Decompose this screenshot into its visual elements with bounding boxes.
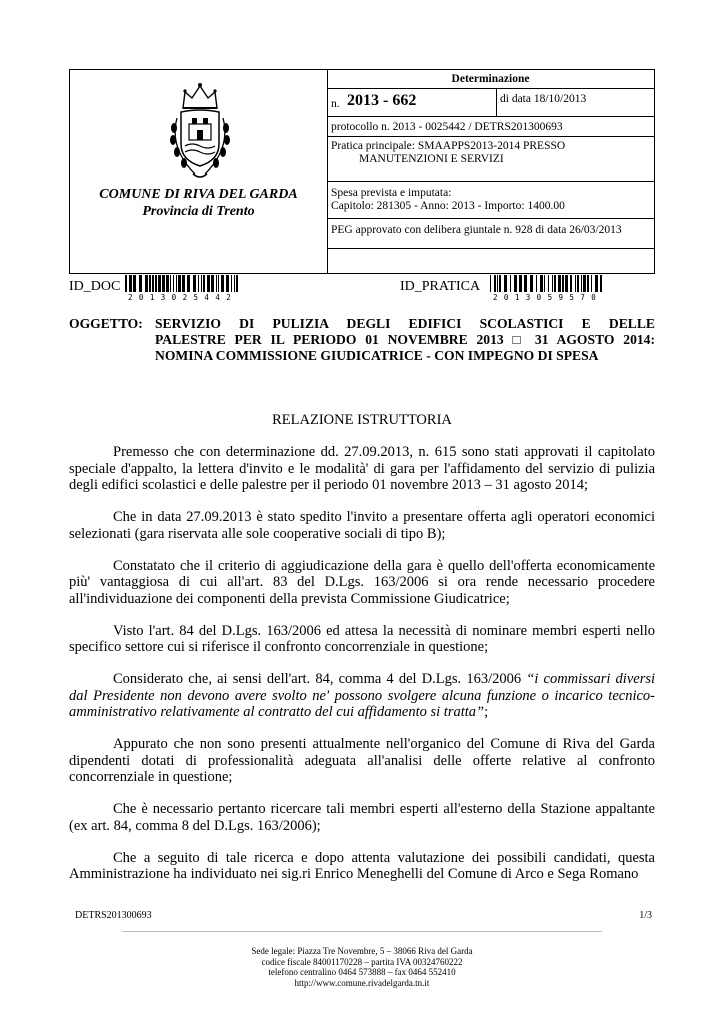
barcode-bar (494, 275, 496, 292)
barcode-bar (139, 275, 142, 292)
paragraph: Che in data 27.09.2013 è stato spedito l'invito a presentare offerta agli operatori economici selezionati (gara riservata alle sole cooperative sociali di tipo B); (69, 509, 655, 542)
barcode-bar (193, 275, 196, 292)
paragraph-citation (69, 671, 655, 721)
barcode-bar (530, 275, 533, 292)
barcode-bar (581, 275, 582, 292)
barcode-bar (544, 275, 545, 292)
barcode-bar (575, 275, 576, 292)
spesa-line1: Spesa prevista e imputata: (331, 187, 452, 199)
page-number: 1/3 (639, 910, 652, 921)
barcode-bar (234, 275, 235, 292)
barcode-bar (514, 275, 517, 292)
paragraph-text: Considerato che, ai sensi dell'art. 84, comma 4 del D.Lgs. 163/2006 (113, 671, 527, 687)
header-right-cell (327, 70, 654, 273)
barcode-bar (583, 275, 586, 292)
barcode-bar (221, 275, 224, 292)
barcode-bar (198, 275, 199, 292)
barcode-bar (497, 275, 498, 292)
paragraph: Che a seguito di tale ricerca e dopo attenta valutazione dei possibili candidati, questa Amministrazione ha individuato nei sig.ri Enrico Meneghelli del Comune di Arco e Sega Romano (69, 849, 655, 882)
id-doc-digits: 2013025442 (128, 293, 238, 302)
footer-address (0, 946, 724, 988)
spesa-line2: Capitolo: 281305 - Anno: 2013 - Importo: 1400.00 (331, 200, 565, 212)
oggetto-text (155, 316, 655, 364)
barcode-bar (499, 275, 501, 292)
number-row (327, 89, 654, 117)
barcode-bar (166, 275, 169, 292)
barcode-bar (152, 275, 154, 292)
barcode-bar (155, 275, 157, 292)
pratica-line2: MANUTENZIONI E SERVIZI (359, 153, 504, 165)
paragraph: Visto l'art. 84 del D.Lgs. 163/2006 ed attesa la necessità di nominare membri esperti nello specifico settore cui si riferisce il confronto concorrenziale in questione; (69, 622, 655, 655)
barcode-bar (187, 275, 190, 292)
barcode-bar (587, 275, 589, 292)
id-pratica-label: ID_PRATICA (400, 279, 481, 294)
barcode-bar (178, 275, 181, 292)
number-label: n. (331, 98, 340, 110)
barcode-bar (149, 275, 151, 292)
footer-code: DETRS201300693 (75, 910, 152, 921)
barcode-bar (226, 275, 229, 292)
barcode-bar (207, 275, 210, 292)
coat-of-arms-logo (165, 78, 235, 186)
footer-phone-line: telefono centralino 0464 573888 – fax 0464 552410 (268, 967, 456, 977)
barcode-bar (519, 275, 522, 292)
barcode-bar (203, 275, 205, 292)
barcode-bar (182, 275, 185, 292)
barcode-bar (129, 275, 132, 292)
comune-name: COMUNE DI RIVA DEL GARDA (99, 187, 298, 202)
provincia-name: Provincia di Trento (142, 204, 255, 219)
paragraph: Appurato che non sono presenti attualmente nell'organico del Comune di Riva del Garda dipendenti dotati di professionalità adeguata all'analisi delle offerte relative al confronto concorrenziale in questione; (69, 736, 655, 785)
barcode-bar (600, 275, 602, 292)
section-heading: RELAZIONE ISTRUTTORIA (272, 412, 452, 428)
header-table (69, 69, 655, 274)
paragraph-end: ; (484, 704, 489, 720)
barcode-bar (565, 275, 568, 292)
pratica-line1: Pratica principale: SMAAPPS2013-2014 PRESSO (331, 140, 566, 152)
number-cell (327, 89, 497, 116)
id-pratica-digits: 2013059570 (493, 293, 603, 302)
footer-fiscal-line: codice fiscale 84001170228 – partita IVA 00324760222 (261, 956, 463, 967)
header-left-cell (70, 70, 328, 273)
barcode-bar (176, 275, 177, 292)
comune-block (70, 186, 327, 220)
footer-website-link[interactable]: http://www.comune.rivadelgarda.tn.it (294, 977, 430, 988)
peg: PEG approvato con delibera giuntale n. 928 di data 26/03/2013 (327, 219, 654, 249)
barcode-bar (201, 275, 202, 292)
id-doc-label: ID_DOC (69, 279, 121, 294)
barcode-bar (577, 275, 579, 292)
paragraph: Constatato che il criterio di aggiudicazione della gara è quello dell'offerta economicamente più' vantaggiosa di cui all'art. 83 del D.Lgs. 163/2006 si ora rende necessario procedere all'individuazione dei componenti della prevista Commissione Giudicatrice; (69, 557, 655, 607)
oggetto-line1: SERVIZIO DI PULIZIA DEGLI EDIFICI SCOLASTICI E DELLE (155, 316, 655, 331)
barcode-bar (552, 275, 553, 292)
barcode-bar (554, 275, 556, 292)
determinazione-date: di data 18/10/2013 (500, 93, 587, 105)
barcode-bar (558, 275, 561, 292)
barcode-bar (524, 275, 527, 292)
barcode-bar (145, 275, 148, 292)
barcode-bar (536, 275, 537, 292)
barcode-bar (173, 275, 174, 292)
determinazione-title: Determinazione (327, 70, 654, 89)
id-doc-barcode (125, 275, 240, 292)
barcode-bar (170, 275, 171, 292)
barcode-bar (570, 275, 572, 292)
barcode-bar (133, 275, 136, 292)
oggetto-line3: NOMINA COMMISSIONE GIUDICATRICE - CON IMPEGNO DI SPESA (155, 348, 599, 363)
barcode-bar (216, 275, 217, 292)
barcode-bar (540, 275, 543, 292)
footer-divider (122, 931, 602, 932)
barcode-bar (562, 275, 564, 292)
paragraph: Che è necessario pertanto ricercare tali membri esperti all'esterno della Stazione appaltante (ex art. 84, comma 8 del D.Lgs. 163/2006); (69, 801, 655, 834)
protocollo: protocollo n. 2013 - 0025442 / DETRS201300693 (327, 117, 654, 137)
barcode-bar (231, 275, 232, 292)
barcode-bar (504, 275, 507, 292)
barcode-bar (236, 275, 238, 292)
barcode-bar (591, 275, 592, 292)
document-body (69, 444, 655, 898)
paragraph: Premesso che con determinazione dd. 27.09.2013, n. 615 sono stati approvati il capitolato speciale d'appalto, la lettera d'invito e le modalità' di gara per l'affidamento del servizio di pulizia degli edifici scolastici e delle palestre per il periodo 01 novembre 2013 – 31 agosto 2014; (69, 444, 655, 493)
footer-address-line: Sede legale: Piazza Tre Novembre, 5 – 38066 Riva del Garda (251, 946, 473, 956)
determinazione-number: 2013 - 662 (347, 92, 417, 109)
barcode-bar (490, 275, 491, 292)
barcode-bar (595, 275, 598, 292)
barcode-bar (218, 275, 219, 292)
id-pratica-barcode (490, 275, 605, 292)
spesa (327, 182, 654, 219)
oggetto-line2: PALESTRE PER IL PERIODO 01 NOVEMBRE 2013 □ 31 AGOSTO 2014: (155, 332, 655, 347)
oggetto-label: OGGETTO: (69, 316, 143, 331)
barcode-bar (162, 275, 165, 292)
barcode-bar (548, 275, 549, 292)
barcode-bar (211, 275, 214, 292)
pratica-principale (327, 137, 654, 182)
barcode-bar (125, 275, 127, 292)
quoted-law-text: “i commissari diversi dal Presidente non devono avere svolto ne' possono svolgere alcuna funzione o incarico tecnico-amministrativo relativamente al contratto del cui affidamento si tratta” (69, 671, 656, 720)
barcode-bar (158, 275, 161, 292)
barcode-bar (510, 275, 511, 292)
